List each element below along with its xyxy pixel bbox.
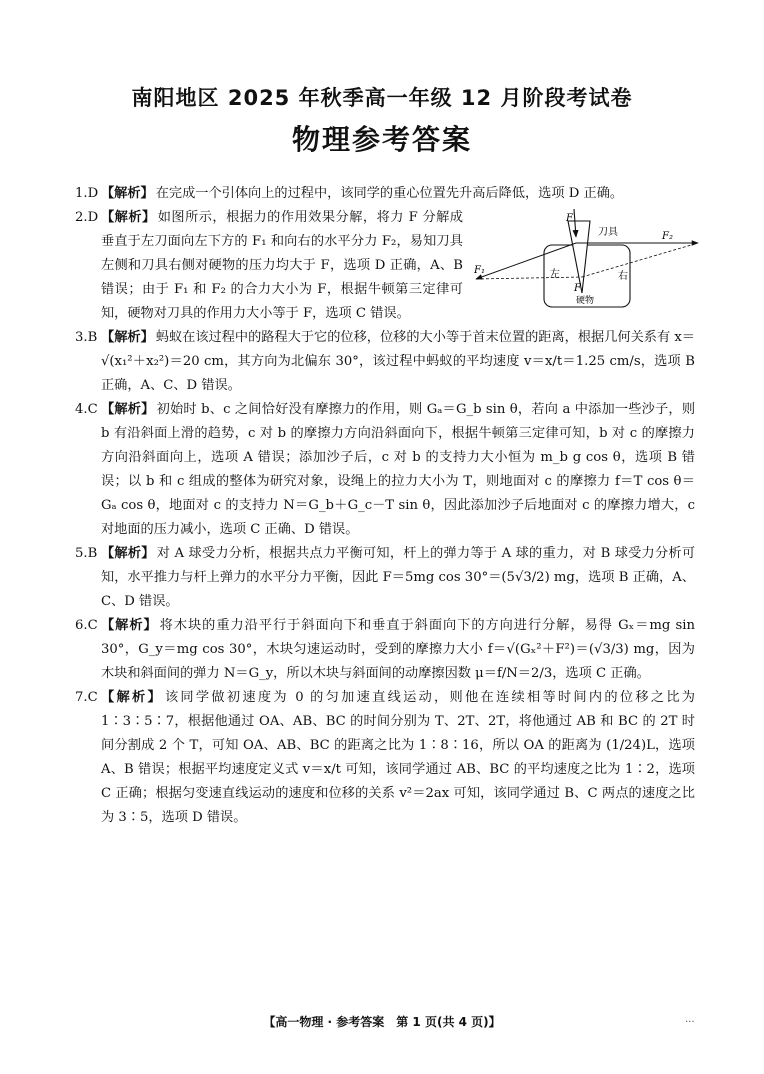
force-diagram-svg	[472, 207, 702, 309]
page-title: 物理参考答案	[291, 123, 472, 156]
answer-item-5	[75, 542, 695, 614]
answer-item-1	[75, 182, 695, 206]
corner-marks: ...	[685, 1014, 695, 1025]
label-F: F	[566, 213, 573, 224]
label-left: 左	[550, 269, 560, 280]
label-tool: 刀具	[598, 227, 618, 238]
label-object: 硬物	[576, 296, 595, 306]
label-F1: F₁	[474, 265, 485, 276]
resultant-dashed	[476, 277, 582, 279]
question-number: 2.D	[75, 210, 99, 225]
answer-text: 将木块的重力沿平行于斜面向下和垂直于斜面向下的方向进行分解，易得 Gₓ＝mg sin 30°，G_y＝mg cos 30°，木块匀速运动时，受到的摩擦力大小 f＝√(Gₓ²＋F²)＝(√3/3) mg，因为木块和斜面间的弹力 N＝G_y，所以木块与斜面间的动摩擦因数 μ＝f/N＝2/3，选项 C 正确。	[101, 618, 696, 681]
question-number: 6.C	[75, 618, 98, 633]
question-number: 7.C	[75, 690, 98, 705]
force-F1-arrow	[476, 243, 576, 279]
analysis-tag: 【解析】	[101, 402, 155, 417]
page-footer: 【高一物理 · 参考答案 第 1 页(共 4 页)】	[263, 1015, 501, 1029]
answer-text: 在完成一个引体向上的过程中，该同学的重心位置先升高后降低，选项 D 正确。	[155, 186, 624, 201]
analysis-tag: 【解析】	[101, 210, 156, 225]
answer-text: 如图所示，根据力的作用效果分解，将力 F 分解成垂直于左刀面向左下方的 F₁ 和向右的水平分力 F₂，易知刀具左侧和刀具右侧对硬物的压力均大于 F，选项 D 正确，A、B 错误；由于 F₁ 和 F₂ 的合力大小为 F，根据牛顿第三定律可知，硬物对刀具的作用力大小等于 F，选项 C 错误。	[101, 210, 463, 321]
answer-item-4	[75, 398, 695, 542]
analysis-tag: 【解析】	[101, 330, 154, 345]
force-diagram	[472, 207, 702, 309]
answer-text: 该同学做初速度为 0 的匀加速直线运动，则他在连续相等时间内的位移之比为 1∶3∶5∶7，根据他通过 OA、AB、BC 的时间分别为 T、2T、2T，将他通过 AB 和 BC 的 2T 时间分割成 2 个 T，可知 OA、AB、BC 的距离之比为 1∶8∶16，所以 OA 的距离为 (1/24)L，选项 A、B 错误；根据平均速度定义式 v＝x/t 可知，该同学通过 AB、BC 的平均速度之比为 1∶2，选项 C 正确；根据匀变速直线运动的速度和位移的关系 v²＝2ax 可知，该同学通过 B、C 两点的速度之比为 3∶5，选项 D 错误。	[101, 690, 695, 825]
label-F2: F₂	[662, 231, 673, 242]
answer-text: 对 A 球受力分析，根据共点力平衡可知，杆上的弹力等于 A 球的重力，对 B 球受力分析可知，水平推力与杆上弹力的水平分力平衡，因此 F＝5mg cos 30°＝(5√3/2) mg，选项 B 正确，A、C、D 错误。	[101, 546, 696, 609]
answer-item-6	[75, 614, 695, 686]
analysis-tag: 【解析】	[101, 186, 154, 201]
resultant-dashed-2	[582, 243, 698, 277]
analysis-tag: 【解析】	[101, 546, 155, 561]
question-number: 5.B	[75, 546, 98, 561]
label-F-bottom: F	[574, 283, 581, 294]
exam-title: 南阳地区 2025 年秋季高一年级 12 月阶段考试卷	[131, 86, 633, 110]
question-number: 1.D	[75, 186, 99, 201]
question-number: 4.C	[75, 402, 98, 417]
answer-text: 蚂蚁在该过程中的路程大于它的位移，位移的大小等于首末位置的距离，根据几何关系有 x＝√(x₁²＋x₂²)＝20 cm，其方向为北偏东 30°，该过程中蚂蚁的平均速度 v＝x/t＝1.25 cm/s，选项 B 正确，A、C、D 错误。	[101, 330, 695, 393]
label-right: 右	[618, 271, 628, 282]
answer-item-7	[75, 686, 695, 830]
answer-text: 初始时 b、c 之间恰好没有摩擦力的作用，则 Gₐ＝G_b sin θ，若向 a 中添加一些沙子，则 b 有沿斜面上滑的趋势，c 对 b 的摩擦力方向沿斜面向下，根据牛顿第三定律可知，b 对 c 的摩擦力方向沿斜面向上，选项 A 错误；添加沙子后，c 对 b 的支持力大小恒为 m_b g cos θ，选项 B 错误；以 b 和 c 组成的整体为研究对象，设绳上的拉力大小为 T，则地面对 c 的摩擦力 f＝T cos θ＝Gₐ cos θ，地面对 c 的支持力 N＝G_b＋G_c－T sin θ，因此添加沙子后地面对 c 的摩擦力增大，c 对地面的压力减小，选项 C 正确、D 错误。	[101, 402, 696, 537]
question-number: 3.B	[75, 330, 98, 345]
analysis-tag: 【解析】	[101, 618, 158, 633]
answer-item-3	[75, 326, 695, 398]
analysis-tag: 【解析】	[101, 690, 163, 705]
